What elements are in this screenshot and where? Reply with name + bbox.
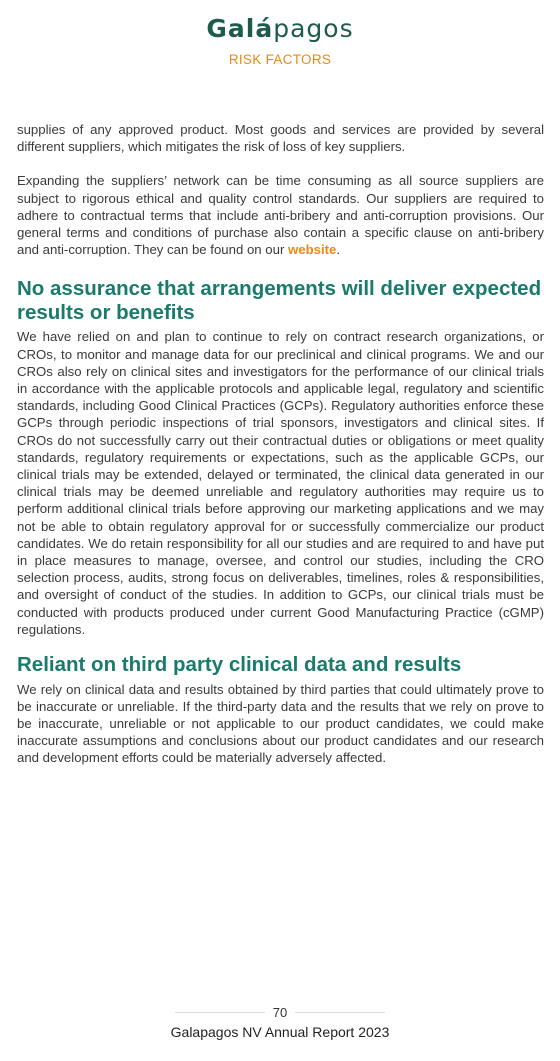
page-content (17, 121, 544, 767)
paragraph-cros: We have relied on and plan to continue to rely on contract research organizations, or CROs, to monitor and manage data for our preclinical and clinical programs. We and our CROs also rely on clinical sites and investigators for the performance of our clinical trials in accordance with the applicable protocols and applicable legal, regulatory and scientific standards, including Good Clinical Practices (GCPs). Regulatory authorities enforce these GCPs through periodic inspections of trial sponsors, investigators and clinical sites. If CROs do not successfully carry out their contractual duties or obligations or meet quality standards, regulatory requirements or expectations, such as the applicable GCPs, our clinical trials may be extended, delayed or terminated, the clinical data generated in our clinical trials may be deemed unreliable and regulatory authorities may require us to perform additional clinical trials before approving our marketing applications and we may not be able to obtain regulatory approval for or successfully commercialize our product candidates. We do retain responsibility for all our studies and are required to and have put in place measures to manage, oversee, and control our studies, including the CRO selection process, audits, strong focus on deliverables, timelines, roles & responsibilities, and oversight of conduct of the studies. In addition to GCPs, our clinical trials must be conducted with products produced under current Good Manufacturing Practice (cGMP) regulations. (17, 329, 544, 637)
page-number-row (0, 1005, 560, 1020)
paragraph-text: Expanding the suppliers’ network can be time consuming as all source suppliers are subject to rigorous ethical and quality control standards. Our suppliers are required to adhere to contractual terms that include anti-bribery and anti-corruption provisions. Our general terms and conditions of purchase also contain a specific clause on anti-bribery and anti-corruption. They can be found on our (17, 173, 544, 258)
paragraph-suppliers: supplies of any approved product. Most goods and services are provided by several different suppliers, which mitigates the risk of loss of key suppliers. (17, 122, 544, 155)
heading-no-assurance: No assurance that arrangements will deliver expected results or benefits (17, 277, 542, 324)
report-title: Galapagos NV Annual Report 2023 (170, 1024, 390, 1040)
page-footer (0, 1005, 560, 1040)
footer-rule-left (175, 1012, 265, 1013)
galapagos-logo: Galápagos (206, 14, 354, 43)
page-header (0, 12, 560, 67)
heading-third-party-data: Reliant on third party clinical data and results (17, 653, 462, 677)
website-link[interactable]: website (288, 242, 337, 258)
paragraph-suppliers-network (17, 172, 544, 258)
paragraph-third-party: We rely on clinical data and results obtained by third parties that could ultimately prove to be inaccurate or unreliable. If the third-party data and the results that we rely on prove to be inaccurate, unreliable or not applicable to our product candidates, we could make inaccurate assumptions and conclusions about our product candidates and our research and development efforts could be materially adversely affected. (17, 681, 544, 766)
paragraph-end: . (336, 242, 341, 258)
section-label: RISK FACTORS (228, 52, 332, 67)
footer-rule-right (295, 1012, 385, 1013)
page-number: 70 (272, 1005, 288, 1020)
